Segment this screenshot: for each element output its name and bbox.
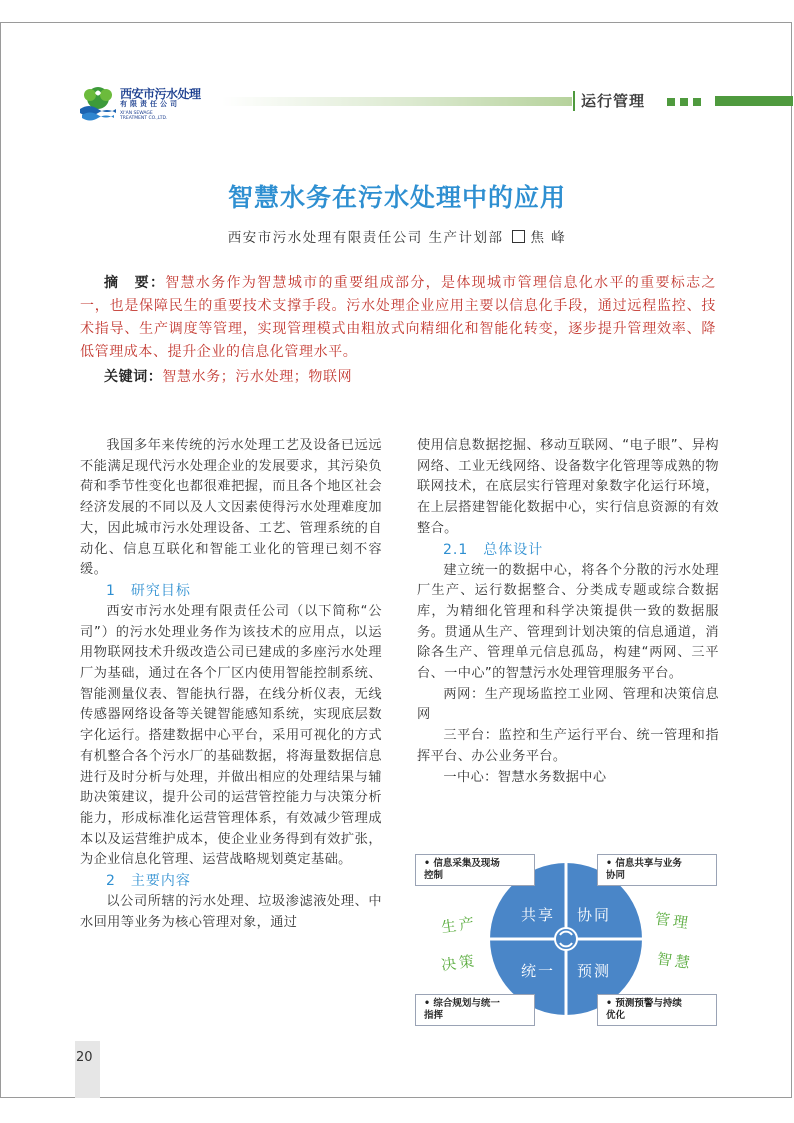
paragraph: 使用信息数据挖掘、移动互联网、“电子眼”、异构网络、工业无线网络、设备数字化管理等成熟的物联网技术，在底层实行管理对象数字化运行环境，在上层搭建智能化数据中心，实行信息资源的有效整合。	[417, 438, 719, 536]
paragraph: 以公司所辖的污水处理、垃圾渗滤液处理、中水回用等业务为核心管理对象，通过	[80, 894, 382, 930]
abstract-label: 摘 要：	[104, 275, 166, 291]
logo-english-line-2: TREATMENT CO.,LTD.	[120, 116, 168, 121]
paragraph: 我国多年来传统的污水处理工艺及设备已远远不能满足现代污水处理企业的发展要求，其污染负荷和季节性变化也都很难把握，而且各个地区社会经济发展的不同以及人文因素使得污水处理难度加大，因此城市污水处理设备、工艺、管理系统的自动化、信息互联化和智能工业化的管理已刻不容缓。	[80, 438, 382, 578]
paragraph: 一中心：智慧水务数据中心	[443, 769, 607, 785]
author-box-icon	[512, 230, 525, 243]
diagram-box-bottom-left: • 综合规划与统一 指挥	[415, 994, 535, 1026]
header-square	[667, 98, 675, 106]
company-logo	[78, 83, 218, 123]
side-label-right-bottom: 智慧	[655, 949, 695, 973]
keywords	[104, 366, 352, 386]
body-column-left	[80, 436, 382, 933]
section-title: 运行管理	[581, 92, 646, 110]
section-heading: 2 主要内容	[106, 873, 191, 890]
body-column-right	[417, 436, 719, 788]
keywords-label: 关键词：	[104, 369, 163, 385]
logo-company-name: 西安市污水处理	[120, 87, 201, 101]
header-square	[680, 98, 688, 106]
paragraph: 三平台：监控和生产运行平台、统一管理和指挥平台、办公业务平台。	[417, 728, 719, 764]
diagram-box-bottom-right: • 预测预警与持续 优化	[597, 994, 717, 1026]
smart-water-diagram	[411, 848, 721, 1034]
paragraph: 西安市污水处理有限责任公司（以下简称“公司”）的污水处理业务作为该技术的应用点，以运用物联网技术升级改造公司已建成的多座污水处理厂为基础，通过在各个厂区内使用智能控制系统、智能测量仪表、智能执行器，在线分析仪表，无线传感器网络设备等关键智能感知系统，实现底层数字化运行。搭建数据中心平台，采用可视化的方式有机整合各个污水厂的基础数据，将海量数据信息进行及时分析与处理，并做出相应的处理结果与辅助决策建议，提升公司的运营管控能力与决策分析能力，形成标准化运营管理体系，有效减少管理成本以及运营维护成本，使企业业务得到有效扩张，为企业信息化管理、运营战略规划奠定基础。	[80, 603, 382, 868]
header-square	[693, 98, 701, 106]
section-heading: 2.1 总体设计	[443, 541, 544, 558]
author-affiliation: 西安市污水处理有限责任公司 生产计划部	[227, 230, 504, 246]
diagram-box-top-right: • 信息共享与业务 协同	[597, 854, 717, 886]
diagram-box-top-left: • 信息采集及现场 控制	[415, 854, 535, 886]
author-name: 焦 峰	[530, 230, 567, 246]
article-title: 智慧水务在污水处理中的应用	[227, 183, 566, 212]
page-number: 20	[76, 1050, 93, 1065]
keywords-text: 智慧水务；污水处理；物联网	[162, 369, 353, 385]
quadrant-label-tr: 协同	[577, 906, 612, 924]
abstract-text: 智慧水务作为智慧城市的重要组成部分，是体现城市管理信息化水平的重要标志之一，也是保障民生的重要技术支撑手段。污水处理企业应用主要以信息化手段，通过远程监控、技术指导、生产调度等管理，实现管理模式由粗放式向精细化和智能化转变，逐步提升管理效率、降低管理成本、提升企业的信息化管理水平。	[80, 275, 716, 360]
paragraph: 两网：生产现场监控工业网、管理和决策信息网	[417, 686, 719, 723]
side-label-right-top: 管理	[653, 909, 693, 933]
side-label-left-bottom: 决策	[439, 951, 479, 975]
header-green-bar	[715, 96, 793, 106]
side-label-left-top: 生产	[439, 913, 479, 937]
paragraph: 建立统一的数据中心，将各个分散的污水处理厂生产、运行数据整合、分类成专题或综合数据库，为精细化管理和科学决策提供一致的数据服务。贯通从生产、管理到计划决策的信息通道，消除各生产、管理单元信息孤岛，构建“两网、三平台、一中心”的智慧污水处理管理服务平台。	[417, 562, 719, 682]
header-divider	[573, 91, 575, 111]
header-gradient-bar	[222, 97, 572, 106]
logo-english-line-1: XI'AN SEWAGE	[120, 111, 153, 116]
author-line	[0, 226, 794, 246]
quadrant-label-bl: 统一	[521, 962, 556, 980]
logo-emblem-icon	[78, 83, 118, 121]
quadrant-label-tl: 共享	[521, 906, 556, 924]
logo-company-sub: 有限责任公司	[120, 100, 180, 108]
abstract	[80, 272, 716, 364]
section-heading: 1 研究目标	[106, 582, 191, 599]
quadrant-label-br: 预测	[577, 962, 612, 980]
